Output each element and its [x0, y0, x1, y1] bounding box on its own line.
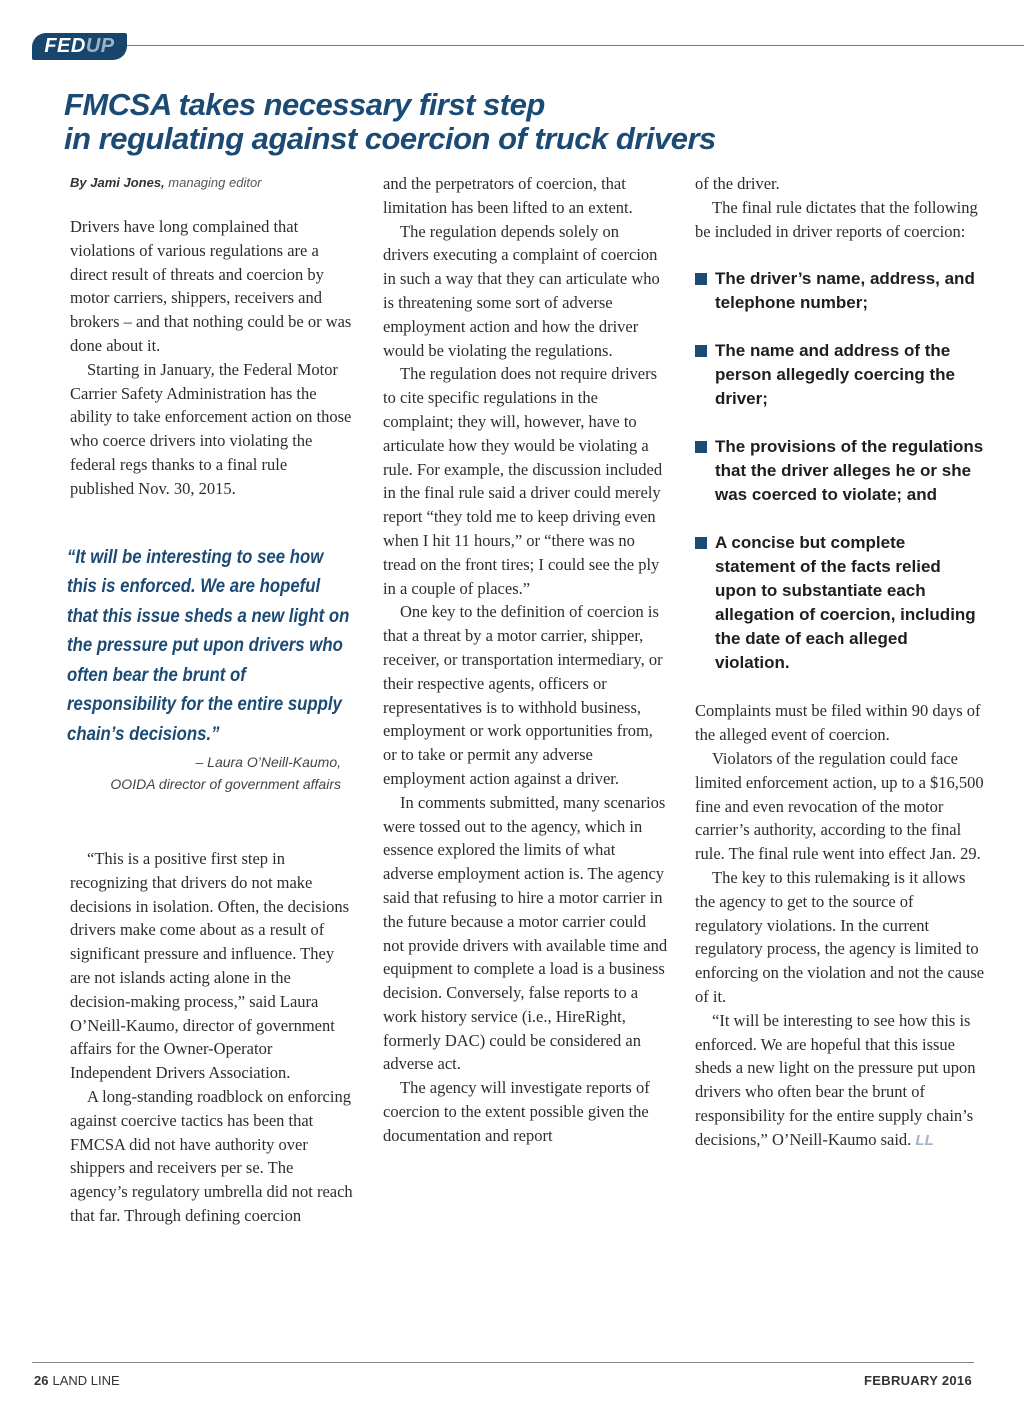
paragraph: Starting in January, the Federal Motor Carrier Safety Administration has the ability to take enforcement action on those who coerce drivers into violating the federal regs thanks to a final rule published Nov. 30, 2015.: [70, 359, 352, 498]
paragraph: In comments submitted, many scenarios were tossed out to the agency, which in essence explored the limits of what adverse employment action is. The agency said that refusing to hire a motor carrier in the future because a motor carrier could not provide drivers with available time and equipment to complete a load is a business decision. Conversely, false reports to a work history service (i.e., HireRight, formerly DAC) could be considered an adverse act.: [383, 792, 668, 1074]
paragraph: The key to this rulemaking is it allows the agency to get to the source of regulatory violations. In the current regulatory process, the agency is limited to enforcing on the violation and not the cause of it.: [695, 867, 985, 1006]
footer-left: [34, 1373, 120, 1388]
attribution-title: OOIDA director of government affairs: [110, 776, 341, 793]
spacer: [70, 795, 355, 847]
article-column-3: [695, 172, 985, 1153]
paragraph: and the perpetrators of coercion, that limitation has been lifted to an extent.: [383, 174, 633, 217]
headline-line-1: FMCSA takes necessary first step: [64, 87, 545, 122]
badge-up: UP: [85, 35, 115, 57]
footer-rule: [32, 1362, 974, 1363]
badge-fed: FED: [44, 35, 86, 57]
paragraph: The regulation does not require drivers to cite specific regulations in the complaint; they will, however, have to articulate how they would be violating a rule. For example, the discussion included in the final rule said a driver could merely report “they told me to keep driving even when I hit 11 hours,” or “there was no tread on the front tires; I could see the ply in a couple of places.”: [383, 364, 663, 598]
bullet-item: The driver’s name, address, and telephone number;: [695, 267, 985, 315]
square-bullet-icon: [695, 537, 707, 549]
headline: [64, 88, 994, 156]
paragraph: Drivers have long complained that violations of various regulations are a direct result of threats and coercion by motor carriers, shippers, receivers and brokers – and that nothing could be or was done about it.: [70, 217, 352, 355]
paragraph: A long-standing roadblock on enforcing against coercive tactics has been that FMCSA did not have authority over shippers and receivers per se. The agency’s regulatory umbrella did not reach that far. Through defining coercion: [70, 1087, 353, 1226]
paragraph: [695, 1009, 985, 1153]
paragraph: Violators of the regulation could face limited enforcement action, up to a $16,500 fine and even revocation of the motor carrier’s authority, according to the final rule. The final rule went into effect Jan. 29.: [695, 748, 984, 864]
pull-quote-attribution: [70, 751, 355, 795]
paragraph: Complaints must be filed within 90 days of the alleged event of coercion.: [695, 701, 981, 745]
byline-author: By Jami Jones,: [70, 175, 165, 190]
headline-line-2: in regulating against coercion of truck drivers: [64, 121, 716, 156]
section-badge: [32, 33, 127, 60]
attribution-name: – Laura O’Neill-Kaumo,: [195, 754, 341, 771]
bullet-item: A concise but complete statement of the facts relied upon to substantiate each allegation of coercion, including the date of each alleged violation.: [695, 531, 985, 675]
square-bullet-icon: [695, 441, 707, 453]
square-bullet-icon: [695, 273, 707, 285]
byline: [70, 172, 355, 194]
article-column-2: [383, 172, 668, 1148]
paragraph: The regulation depends solely on drivers executing a complaint of coercion in such a way that they can articulate who is threatening some sort of adverse employment action and how the driver would be violating the regulations.: [383, 221, 660, 360]
paragraph: The agency will investigate reports of coercion to the extent possible given the documentation and report: [383, 1078, 650, 1145]
issue-date: FEBRUARY 2016: [864, 1373, 972, 1388]
paragraph: The final rule dictates that the following be included in driver reports of coercion:: [695, 197, 978, 241]
paragraph: “This is a positive first step in recognizing that drivers do not make decisions in isolation. Often, the decisions drivers make come about as a result of significant pressure and influence. They are not islands acting alone in the decision-making process,” said Laura O’Neill-Kaumo, director of government affairs for the Owner-Operator Independent Drivers Association.: [70, 849, 350, 1083]
closing-quote-text: “It will be interesting to see how this is enforced. We are hopeful that this issue sheds a new light on the pressure put upon drivers who often bear the brunt of responsibility for the entire supply chain’s decisions,” O’Neill-Kaumo said.: [695, 1010, 976, 1149]
byline-role: managing editor: [168, 175, 262, 190]
bullet-item: The name and address of the person allegedly coercing the driver;: [695, 339, 985, 411]
paragraph: of the driver.: [695, 174, 780, 193]
end-mark: LL: [915, 1131, 934, 1149]
paragraph: One key to the definition of coercion is that a threat by a motor carrier, shipper, receiver, or transportation intermediary, or their respective agents, officers or representatives is to withhold business, employment or work opportunities from, or to take or permit any adverse employment action against a driver.: [383, 602, 663, 788]
header-rule: [120, 45, 1024, 46]
bullet-item: The provisions of the regulations that the driver alleges he or she was coerced to violate; and: [695, 435, 985, 507]
square-bullet-icon: [695, 345, 707, 357]
pull-quote: “It will be interesting to see how this is enforced. We are hopeful that this issue sheds a new light on the pressure put upon drivers who often bear the brunt of responsibility for the entire supply chain’s decisions.”: [67, 545, 350, 745]
bullet-list: [695, 267, 985, 675]
magazine-name: LAND LINE: [52, 1373, 120, 1388]
page-number: 26: [34, 1373, 49, 1388]
article-column-1: [67, 172, 355, 1228]
